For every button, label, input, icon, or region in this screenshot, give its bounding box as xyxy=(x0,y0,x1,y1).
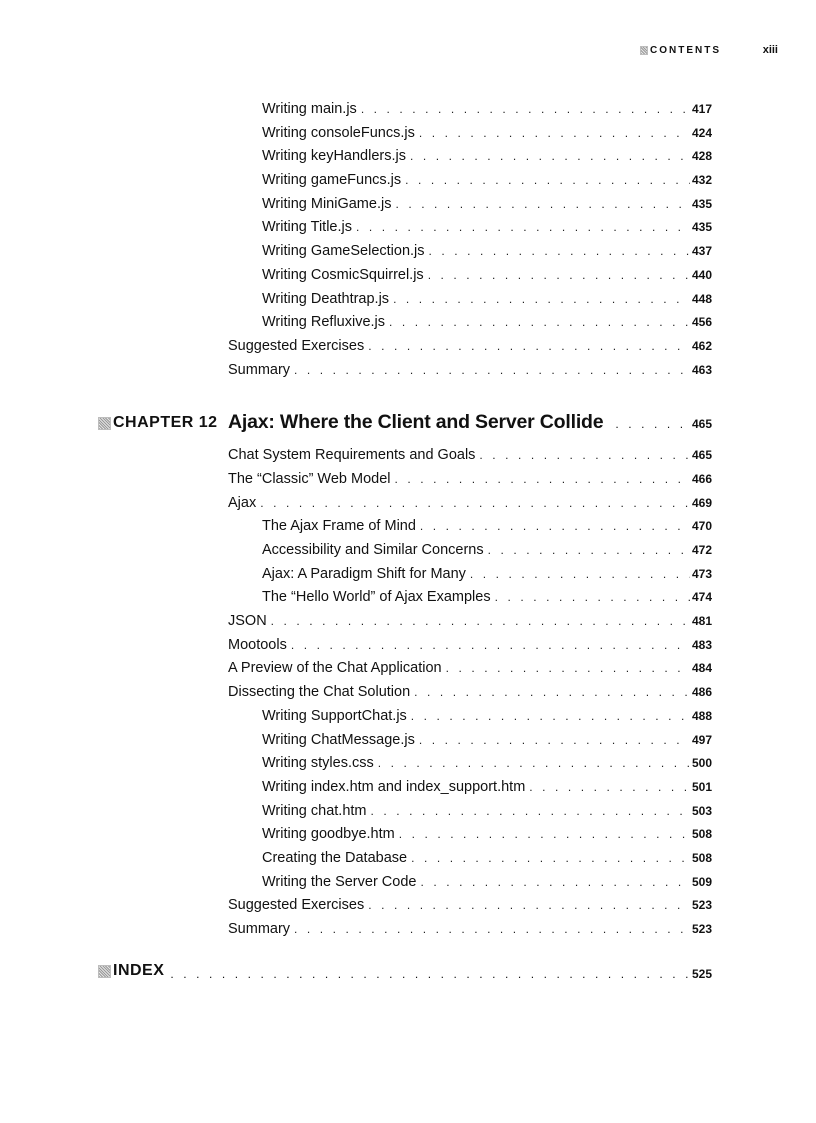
toc-entry[interactable] xyxy=(228,918,712,942)
entry-title: The “Hello World” of Ajax Examples xyxy=(262,589,491,606)
dot-leader xyxy=(371,800,690,824)
index-page: 525 xyxy=(691,966,712,981)
entry-title: Writing styles.css xyxy=(262,755,374,772)
chapter-title-row xyxy=(228,411,712,434)
index-title: INDEX xyxy=(113,962,165,979)
dot-leader xyxy=(615,417,690,431)
running-header xyxy=(640,43,778,57)
dot-leader xyxy=(419,122,690,146)
entry-title: Writing ChatMessage.js xyxy=(262,731,415,748)
entry-page: 474 xyxy=(691,590,712,605)
entry-title: Writing Refluxive.js xyxy=(262,314,386,331)
chapter-page: 465 xyxy=(691,417,712,432)
dot-leader xyxy=(410,145,690,169)
entry-title: Writing chat.htm xyxy=(262,802,367,819)
entry-page: 500 xyxy=(691,756,712,771)
toc-entry[interactable] xyxy=(262,729,712,753)
entry-title: Writing MiniGame.js xyxy=(262,195,392,212)
entry-page: 484 xyxy=(691,661,712,676)
toc-entry[interactable] xyxy=(262,264,712,288)
entry-page: 456 xyxy=(691,315,712,330)
dot-leader xyxy=(446,657,690,681)
entry-title: A Preview of the Chat Application xyxy=(228,660,442,677)
entry-title: JSON xyxy=(228,613,267,630)
dot-leader xyxy=(395,468,690,492)
entry-page: 432 xyxy=(691,173,712,188)
dot-leader xyxy=(291,634,690,658)
entry-page: 503 xyxy=(691,803,712,818)
entry-title: Accessibility and Similar Concerns xyxy=(262,542,484,558)
entry-page: 523 xyxy=(691,898,712,913)
entry-title: Ajax xyxy=(228,494,257,511)
dot-leader xyxy=(361,98,690,122)
dot-leader xyxy=(414,681,690,705)
dot-leader xyxy=(419,729,690,753)
entry-title: Ajax: A Paradigm Shift for Many xyxy=(262,565,466,582)
dot-leader xyxy=(428,264,690,288)
dot-leader xyxy=(405,169,690,193)
entry-page: 424 xyxy=(691,125,712,140)
toc-entry[interactable] xyxy=(262,539,712,563)
dot-leader xyxy=(368,335,690,359)
dot-leader xyxy=(260,492,690,516)
entry-page: 440 xyxy=(691,267,712,282)
toc-entry[interactable] xyxy=(262,705,712,729)
entry-title: Writing Title.js xyxy=(262,219,352,236)
toc-entry[interactable] xyxy=(228,634,712,658)
entry-page: 509 xyxy=(691,874,712,889)
toc-entry[interactable] xyxy=(262,311,712,335)
dot-leader xyxy=(495,586,690,610)
entry-title: Writing goodbye.htm xyxy=(262,826,395,843)
entry-title: Writing Deathtrap.js xyxy=(262,290,390,307)
entry-page: 508 xyxy=(691,827,712,842)
index-label xyxy=(98,962,164,980)
entry-title: Writing the Server Code xyxy=(262,873,417,890)
entry-title: Suggested Exercises xyxy=(228,897,365,914)
dot-leader xyxy=(395,193,690,217)
toc-entry[interactable] xyxy=(262,122,712,146)
entry-title: Writing consoleFuncs.js xyxy=(262,124,415,141)
toc-entry[interactable] xyxy=(228,359,712,383)
toc-entry[interactable] xyxy=(262,216,712,240)
entry-title: The “Classic” Web Model xyxy=(228,470,391,487)
toc-entry[interactable] xyxy=(262,169,712,193)
dot-leader xyxy=(420,871,690,895)
entry-page: 463 xyxy=(691,362,712,377)
section-heading xyxy=(640,45,721,56)
entry-page: 435 xyxy=(691,220,712,235)
entry-title: Mootools xyxy=(228,636,287,653)
dot-leader xyxy=(170,967,690,981)
dot-leader xyxy=(488,539,690,563)
index-entry[interactable] xyxy=(98,962,712,981)
toc-entry[interactable] xyxy=(228,657,712,681)
entry-page: 481 xyxy=(691,614,712,629)
entry-title: Writing main.js xyxy=(262,101,357,117)
entry-page: 523 xyxy=(691,922,712,936)
toc-entry[interactable] xyxy=(262,193,712,217)
entry-page: 448 xyxy=(691,291,712,306)
entry-title: Writing GameSelection.js xyxy=(262,243,425,260)
entry-page: 497 xyxy=(691,732,712,747)
toc-entry[interactable] xyxy=(262,563,712,587)
dot-leader xyxy=(389,311,690,335)
entry-page: 473 xyxy=(691,566,712,581)
entry-page: 437 xyxy=(691,244,712,259)
dot-leader xyxy=(399,823,690,847)
entry-page: 508 xyxy=(691,850,712,865)
entry-title: Summary xyxy=(228,921,291,937)
dot-leader xyxy=(271,610,690,634)
table-of-contents xyxy=(0,98,816,942)
entry-page: 488 xyxy=(691,708,712,723)
entry-title: Writing SupportChat.js xyxy=(262,707,407,724)
entry-title: Writing gameFuncs.js xyxy=(262,172,402,189)
entry-page: 417 xyxy=(691,102,712,116)
entry-page: 465 xyxy=(691,448,712,463)
pre-chapter-entries xyxy=(0,98,816,382)
entry-page: 486 xyxy=(691,685,712,700)
toc-entry[interactable] xyxy=(228,894,712,918)
dot-leader xyxy=(356,216,690,240)
entry-page: 472 xyxy=(691,543,712,557)
dot-leader xyxy=(411,847,690,871)
entry-title: Summary xyxy=(228,361,291,378)
toc-entry[interactable] xyxy=(228,492,712,516)
entry-title: Writing CosmicSquirrel.js xyxy=(262,266,424,283)
chapter-title: Ajax: Where the Client and Server Collide xyxy=(228,411,604,434)
index-marker-icon xyxy=(98,965,111,978)
entry-title: Suggested Exercises xyxy=(228,337,365,354)
toc-entry[interactable] xyxy=(262,847,712,871)
toc-entry[interactable] xyxy=(262,98,712,122)
toc-entry[interactable] xyxy=(228,468,712,492)
dot-leader xyxy=(429,240,690,264)
chapter-heading[interactable] xyxy=(0,402,816,442)
entry-page: 466 xyxy=(691,471,712,486)
toc-entry[interactable] xyxy=(262,515,712,539)
dot-leader xyxy=(294,359,690,383)
toc-entry[interactable] xyxy=(262,823,712,847)
toc-entry[interactable] xyxy=(262,586,712,610)
entry-page: 470 xyxy=(691,519,712,534)
entry-page: 462 xyxy=(691,338,712,353)
toc-entry[interactable] xyxy=(228,681,712,705)
dot-leader xyxy=(411,705,690,729)
entry-title: Chat System Requirements and Goals xyxy=(228,447,476,464)
toc-entry[interactable] xyxy=(228,444,712,468)
entry-title: The Ajax Frame of Mind xyxy=(262,518,416,535)
chapter-marker-icon xyxy=(98,417,111,430)
dot-leader xyxy=(479,444,690,468)
entry-title: Creating the Database xyxy=(262,849,408,866)
toc-entry[interactable] xyxy=(228,610,712,634)
dot-leader xyxy=(470,563,690,587)
section-marker-icon xyxy=(640,46,648,55)
entry-page: 483 xyxy=(691,637,712,652)
entry-page: 469 xyxy=(691,495,712,510)
section-title: CONTENTS xyxy=(650,44,721,56)
chapter-entries xyxy=(0,444,816,941)
dot-leader xyxy=(420,515,690,539)
entry-page: 501 xyxy=(691,779,712,794)
entry-page: 435 xyxy=(691,196,712,211)
toc-entry[interactable] xyxy=(262,752,712,776)
dot-leader xyxy=(294,918,690,942)
chapter-number: CHAPTER 12 xyxy=(113,414,218,432)
toc-entry[interactable] xyxy=(262,871,712,895)
entry-title: Dissecting the Chat Solution xyxy=(228,684,411,701)
entry-title: Writing keyHandlers.js xyxy=(262,148,406,165)
toc-entry[interactable] xyxy=(262,800,712,824)
toc-entry[interactable] xyxy=(262,288,712,312)
entry-page: 428 xyxy=(691,149,712,164)
toc-entry[interactable] xyxy=(228,335,712,359)
toc-entry[interactable] xyxy=(262,145,712,169)
dot-leader xyxy=(378,752,690,776)
entry-title: Writing index.htm and index_support.htm xyxy=(262,778,526,795)
dot-leader xyxy=(368,894,690,918)
page-number: xiii xyxy=(762,44,778,56)
toc-entry[interactable] xyxy=(262,240,712,264)
dot-leader xyxy=(529,776,690,800)
toc-entry[interactable] xyxy=(262,776,712,800)
chapter-label xyxy=(98,414,218,432)
dot-leader xyxy=(393,288,690,312)
